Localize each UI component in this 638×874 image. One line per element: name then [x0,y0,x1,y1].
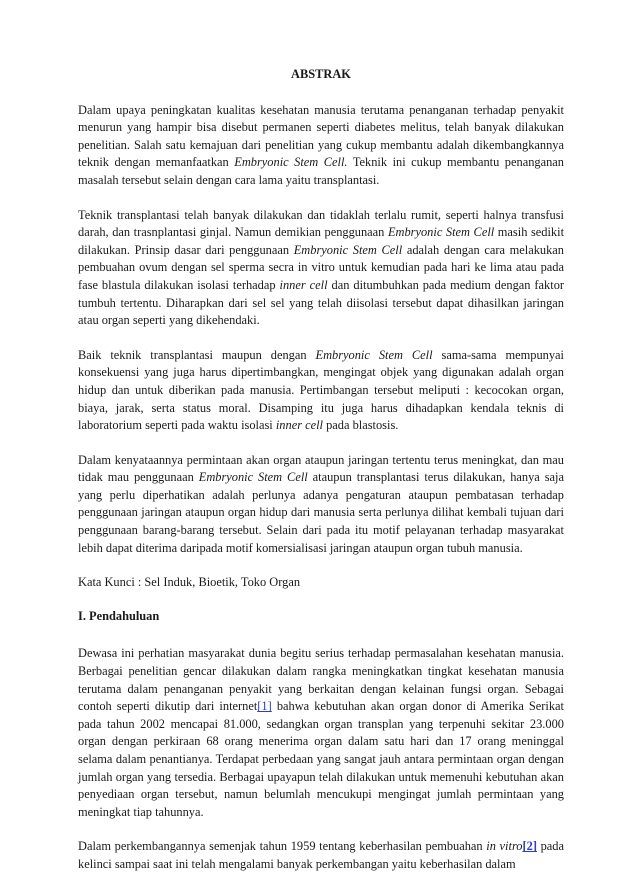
abstract-paragraph-4 [78,452,564,558]
citation-link-2[interactable]: [2] [522,839,537,854]
citation-link-1[interactable]: [1] [257,699,272,714]
keywords: Kata Kunci : Sel Induk, Bioetik, Toko Organ [78,575,301,590]
emphasis: Embryonic Stem Cell [198,470,308,485]
emphasis: Embryonic Stem Cell. [234,155,348,170]
section-heading: I. Pendahuluan [78,608,160,623]
emphasis: Embryonic Stem Cell [387,225,495,240]
abstract-paragraph-1 [78,102,564,190]
text-run: Teknik ini cukup membantu penanganan masalah tersebut selain dengan cara lama yaitu transplantasi. [78,155,564,187]
text-run: pada kelinci sampai saat ini telah mengalami banyak perkembangan yaitu keberhasilan dalam [78,839,564,871]
text-run: sama-sama mempunyai konsekuensi yang juga harus dipertimbangkan, mengingat objek yang digunakan adalah organ hidup dan untuk diberikan pada manusia. Pertimbangan tersebut meliputi : kecocokan organ, biaya, jarak, serta status moral. Disamping itu juga harus dihadapkan kendala teknis di laboratorium seperti pada waktu isolasi [78,347,564,433]
text-run: Dalam kenyataannya permintaan akan organ ataupun jaringan tertentu terus meningkat, dan mau tidak mau penggunaan [78,452,564,485]
text-run: Dewasa ini perhatian masyarakat dunia begitu serius terhadap permasalahan kesehatan manusia. Berbagai penelitian gencar dilakukan dalam rangka meningkatkan tingkat kesehatan manusia terutama dalam penanganan penyakit yang berkaitan dengan kelainan fungsi organ. Sebagai contoh seperti dikutip dari internet [78,646,564,714]
text-run: pada blastosis. [323,418,399,433]
intro-paragraph-2 [78,838,564,873]
emphasis: Embryonic Stem Cell [315,347,433,362]
text-run: bahwa kebutuhan akan organ donor di Amerika Serikat pada tahun 2002 mencapai 81.000, sedangkan organ transplan yang terpenuhi sekitar 23.000 organ dengan perkiraan 68 orang menerima organ dalam satu hari dan 17 orang meninggal selama dalam penantianya. Terdapat perbedaan yang sangat jauh antara permintaan organ dengan jumlah organ yang tersedia. Berbagai upayapun telah dilakukan untuk memenuhi kebutuhan akan penyediaan organ tersebut, namun belumlah mencukupi mengingat jumlah permintaan yang meningkat tiap tahunnya. [78,699,564,819]
text-run: Dalam upaya peningkatan kualitas kesehatan manusia terutama penanganan terhadap penyakit menurun yang hampir bisa disebut permanen seperti diabetes melitus, telah banyak dilakukan penelitian. Salah satu kemajuan dari penelitian yang cukup membantu adalah dikembangkannya teknik dengan memanfaatkan [78,102,564,170]
emphasis: inner cell [275,418,323,433]
abstract-paragraph-3 [78,347,564,435]
text-run: Teknik transplantasi telah banyak dilakukan dan tidaklah terlalu rumit, seperti halnya transfusi darah, dan trasnplantasi ginjal. Namun demikian penggunaan [78,207,564,240]
emphasis: in vitro [486,839,523,854]
text-run: dan ditumbuhkan pada medium dengan faktor tumbuh tertentu. Diharapkan dari sel sel yang telah diisolasi tersebut dapat dihasilkan jaringan atau organ seperti yang dikehendaki. [78,277,565,328]
text-run: adalah dengan cara melakukan pembuahan ovum dengan sel sperma secra in vitro untuk kemudian pada hari ke lima atau pada fase blastula dilakukan isolasi terhadap [78,242,564,292]
abstract-paragraph-2 [78,207,564,330]
text-run: masih sedikit dilakukan. Prinsip dasar dari penggunaan [78,225,565,257]
abstract-title: ABSTRAK [291,67,351,81]
text-run: Baik teknik transplantasi maupun dengan [78,347,316,362]
emphasis: inner cell [279,277,328,292]
intro-paragraph-1 [78,645,564,821]
text-run: Dalam perkembangannya semenjak tahun 1959 tentang keberhasilan pembuahan [78,839,487,854]
emphasis: Embryonic Stem Cell [293,242,403,257]
text-run: ataupun transplantasi terus dilakukan, hanya saja yang perlu diperhatikan adalah perlunya adanya pengaturan ataupun pembatasan terhadap penggunaan jaringan ataupun organ hidup dari manusia serta perlunya dilihat kembali tujuan dari penggunaan barang-barang tersebut. Selain dari pada itu motif pelayanan terhadap masyarakat lebih dapat diterima daripada motif komersialisasi jaringan ataupun organ tubuh manusia. [78,470,564,555]
